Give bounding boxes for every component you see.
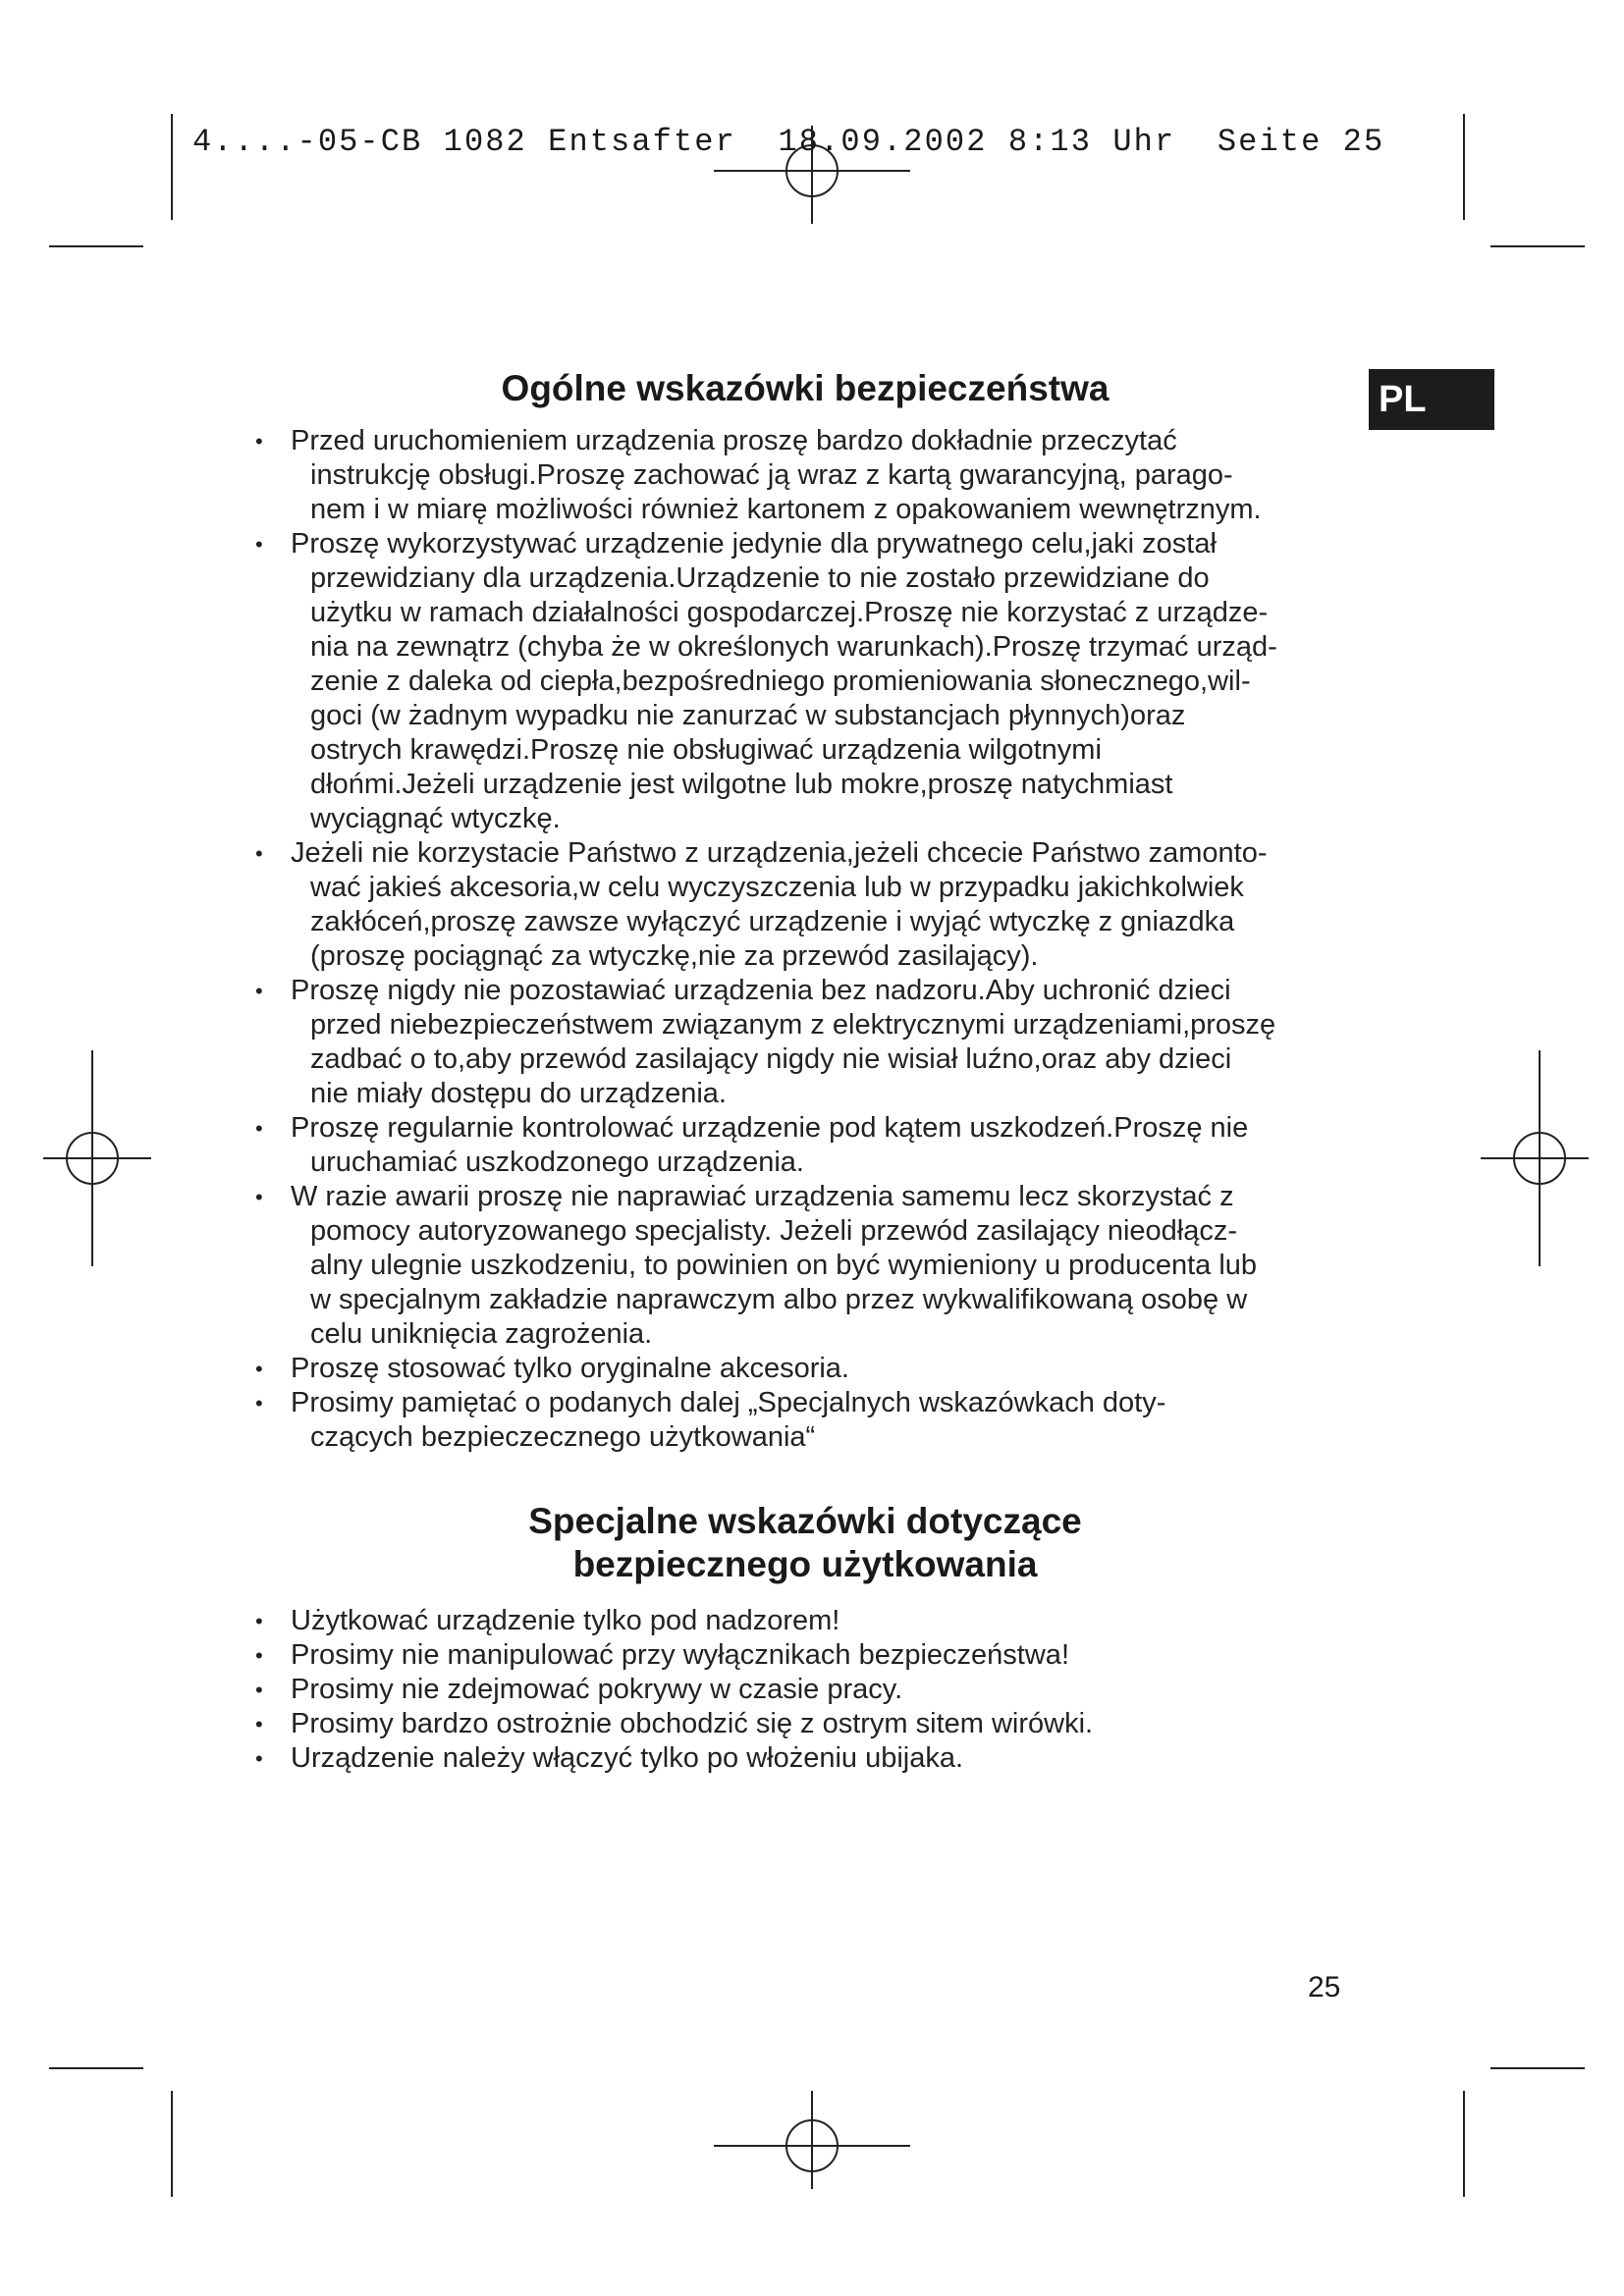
list-item bbox=[249, 1604, 1351, 1638]
list-item bbox=[249, 1352, 1351, 1386]
language-tab: PL bbox=[1369, 369, 1494, 430]
crop-mark-top-right-vertical bbox=[1463, 114, 1465, 220]
list-item-line: w specjalnym zakładzie naprawczym albo przez wykwalifikowaną osobę w bbox=[310, 1284, 1248, 1315]
list-item-line: zadbać o to,aby przewód zasilający nigdy nie wisiał luźno,oraz aby dzieci bbox=[310, 1043, 1232, 1075]
list-item-line: • Proszę stosować tylko oryginalne akcesoria. bbox=[291, 1353, 849, 1384]
list-item-line: • Proszę nigdy nie pozostawiać urządzenia bez nadzoru.Aby uchronić dzieci bbox=[291, 975, 1231, 1006]
section1-list bbox=[249, 424, 1351, 1455]
list-item-line: • Jeżeli nie korzystacie Państwo z urządzenia,jeżeli chcecie Państwo zamonto- bbox=[291, 837, 1268, 869]
list-item-line: czących bezpieczecznego użytkowania“ bbox=[310, 1421, 816, 1453]
page-number: 25 bbox=[1308, 1971, 1341, 2003]
list-item bbox=[249, 527, 1351, 836]
list-item bbox=[249, 1638, 1351, 1673]
list-item bbox=[249, 1111, 1351, 1180]
registration-mark-left bbox=[43, 1050, 151, 1266]
list-item-line: • Proszę regularnie kontrolować urządzenie pod kątem uszkodzeń.Proszę nie bbox=[291, 1112, 1249, 1144]
list-item-line: goci (w żadnym wypadku nie zanurzać w substancjach płynnych)oraz bbox=[310, 700, 1186, 731]
crop-mark-bottom-left-horizontal bbox=[49, 2067, 143, 2069]
list-item-line: przewidziany dla urządzenia.Urządzenie to nie zostało przewidziane do bbox=[310, 562, 1210, 594]
list-item bbox=[249, 424, 1351, 527]
list-item-line: instrukcję obsługi.Proszę zachować ją wraz z kartą gwarancyjną, parago- bbox=[310, 459, 1233, 491]
section2-title bbox=[314, 1500, 1296, 1586]
registration-mark-right bbox=[1481, 1050, 1589, 1266]
section2-title-line2: bezpiecznego użytkowania bbox=[572, 1544, 1038, 1584]
list-item-line: nia na zewnątrz (chyba że w określonych warunkach).Proszę trzymać urząd- bbox=[310, 631, 1277, 663]
list-item-line: • Urządzenie należy włączyć tylko po włożeniu ubijaka. bbox=[291, 1742, 964, 1774]
list-item-line: alny ulegnie uszkodzeniu, to powinien on być wymieniony u producenta lub bbox=[310, 1250, 1258, 1281]
list-item-line: • Użytkować urządzenie tylko pod nadzorem! bbox=[291, 1605, 840, 1636]
list-item-line: • Prosimy bardzo ostrożnie obchodzić się z ostrym sitem wirówki. bbox=[291, 1708, 1094, 1739]
registration-mark-bottom bbox=[714, 2091, 910, 2189]
list-item-line: celu uniknięcia zagrożenia. bbox=[310, 1318, 653, 1350]
list-item bbox=[249, 1673, 1351, 1707]
crop-mark-bottom-left-vertical bbox=[171, 2091, 173, 2197]
crop-mark-top-left-vertical bbox=[171, 114, 173, 220]
print-slug-header: 4....-05-CB 1082 Entsafter 18.09.2002 8:13 Uhr Seite 25 bbox=[192, 124, 1385, 160]
list-item bbox=[249, 1180, 1351, 1352]
crop-mark-top-right-horizontal bbox=[1490, 245, 1585, 247]
list-item-line: • Przed uruchomieniem urządzenia proszę bardzo dokładnie przeczytać bbox=[291, 425, 1177, 456]
list-item-line: uruchamiać uszkodzonego urządzenia. bbox=[310, 1147, 804, 1178]
list-item-line: nem i w miarę możliwości również kartonem z opakowaniem wewnętrznym. bbox=[310, 494, 1262, 525]
list-item-line: wać jakieś akcesoria,w celu wyczyszczenia lub w przypadku jakichkolwiek bbox=[310, 872, 1244, 903]
list-item-line: • Prosimy nie manipulować przy wyłącznikach bezpieczeństwa! bbox=[291, 1639, 1069, 1671]
list-item-line: wyciągnąć wtyczkę. bbox=[310, 803, 561, 834]
list-item bbox=[249, 1386, 1351, 1455]
list-item-line: • Prosimy nie zdejmować pokrywy w czasie pracy. bbox=[291, 1674, 903, 1705]
list-item-line: pomocy autoryzowanego specjalisty. Jeżeli przewód zasilający nieodłącz- bbox=[310, 1215, 1238, 1247]
list-item-line: • Proszę wykorzystywać urządzenie jedynie dla prywatnego celu,jaki został bbox=[291, 528, 1217, 560]
list-item bbox=[249, 1741, 1351, 1776]
section1-title: Ogólne wskazówki bezpieczeństwa bbox=[501, 368, 1110, 408]
list-item-line: • Prosimy pamiętać o podanych dalej „Specjalnych wskazówkach doty- bbox=[291, 1387, 1166, 1418]
list-item-line: zakłóceń,proszę zawsze wyłączyć urządzenie i wyjąć wtyczkę z gniazdka bbox=[310, 906, 1235, 937]
section2-list bbox=[249, 1604, 1351, 1776]
list-item-line: ostrych krawędzi.Proszę nie obsługiwać urządzenia wilgotnymi bbox=[310, 734, 1102, 766]
list-item-line: dłońmi.Jeżeli urządzenie jest wilgotne lub mokre,proszę natychmiast bbox=[310, 769, 1173, 800]
list-item-line: zenie z daleka od ciepła,bezpośredniego promieniowania słonecznego,wil- bbox=[310, 666, 1251, 697]
list-item bbox=[249, 974, 1351, 1111]
list-item-line: nie miały dostępu do urządzenia. bbox=[310, 1078, 727, 1109]
list-item bbox=[249, 1707, 1351, 1741]
crop-mark-bottom-right-vertical bbox=[1463, 2091, 1465, 2197]
crop-mark-top-left-horizontal bbox=[49, 245, 143, 247]
crop-mark-bottom-right-horizontal bbox=[1490, 2067, 1585, 2069]
list-item-line: (proszę pociągnąć za wtyczkę,nie za przewód zasilający). bbox=[310, 940, 1039, 972]
list-item-line: • W razie awarii proszę nie naprawiać urządzenia samemu lecz skorzystać z bbox=[291, 1181, 1234, 1212]
list-item bbox=[249, 836, 1351, 974]
list-item-line: przed niebezpieczeństwem związanym z elektrycznymi urządzeniami,proszę bbox=[310, 1009, 1276, 1041]
list-item-line: użytku w ramach działalności gospodarczej.Proszę nie korzystać z urządze- bbox=[310, 597, 1269, 628]
section2-title-line1: Specjalne wskazówki dotyczące bbox=[528, 1501, 1082, 1541]
